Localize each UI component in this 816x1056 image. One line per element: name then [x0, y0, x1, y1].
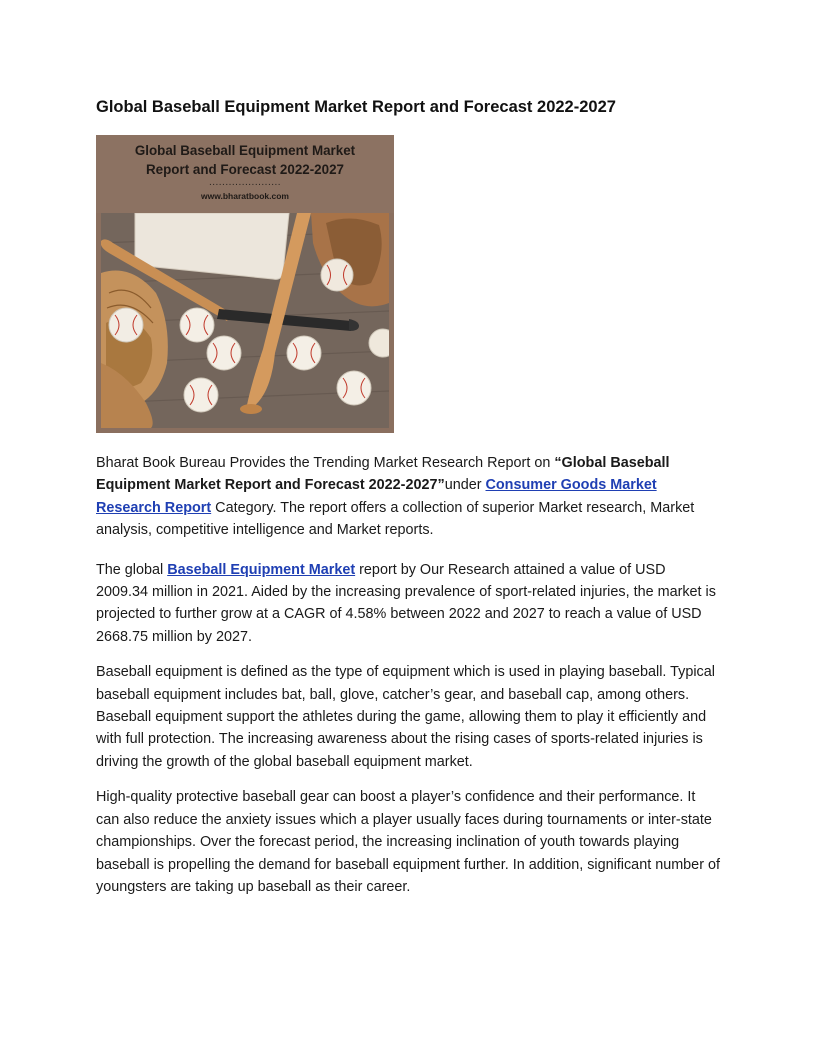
consumer-goods-link[interactable]: Consumer Goods Market Research Report: [96, 477, 657, 516]
cover-banner: [96, 135, 394, 213]
document-title: Global Baseball Equipment Market Report and Forecast 2022-2027: [96, 98, 616, 116]
market-value-paragraph: [96, 559, 720, 649]
market-value-rest: report by Our Research attained a value of USD 2009.34 million in 2021. Aided by the increasing prevalence of sport-related injuries, the market is projected to further grow at a CAGR of 4.58% between 2022 and 2027 to reach a value of USD 2668.75 million by 2027.: [96, 561, 716, 645]
cover-title: [96, 141, 394, 179]
growth-drivers-paragraph: High-quality protective baseball gear can boost a player’s confidence and their performance. It can also reduce the anxiety issues which a player usually faces during tournaments or inter-state championships. Over the forecast period, the increasing inclination of youth towards playing baseball is propelling the demand for baseball equipment further. In addition, significant number of youngsters are taking up baseball as their career.: [96, 789, 720, 895]
intro-paragraph: [96, 452, 720, 542]
cover-url: www.bharatbook.com: [200, 191, 289, 201]
cover-title-line-2: Report and Forecast 2022-2027: [146, 162, 344, 177]
baseball-equipment-market-link[interactable]: Baseball Equipment Market: [167, 561, 356, 578]
cover-title-line-1: Global Baseball Equipment Market: [134, 143, 356, 158]
intro-text: Bharat Book Bureau Provides the Trending Market Research Report on: [96, 455, 555, 471]
cover-image: [96, 135, 394, 433]
document-page: [96, 96, 720, 898]
baseball-equipment-photo: [101, 213, 389, 428]
report-name: “Global Baseball Equipment Market Report and Forecast 2022-2027”: [96, 455, 670, 494]
cover-dots: ......................: [208, 177, 282, 188]
intro-rest-text: Category. The report offers a collection of superior Market research, Market analysis, competitive intelligence and Market reports.: [96, 499, 695, 539]
market-value-start: The global: [96, 561, 168, 578]
under-text: under: [444, 477, 486, 494]
definition-paragraph: Baseball equipment is defined as the type of equipment which is used in playing baseball. Typical baseball equipment includes bat, ball, glove, catcher’s gear, and baseball cap, among others. Baseball equipment support the athletes during the game, allowing them to play it efficiently and with full protection. The increasing awareness about the rising cases of sports-related injuries is driving the growth of the global baseball equipment market.: [96, 664, 715, 770]
